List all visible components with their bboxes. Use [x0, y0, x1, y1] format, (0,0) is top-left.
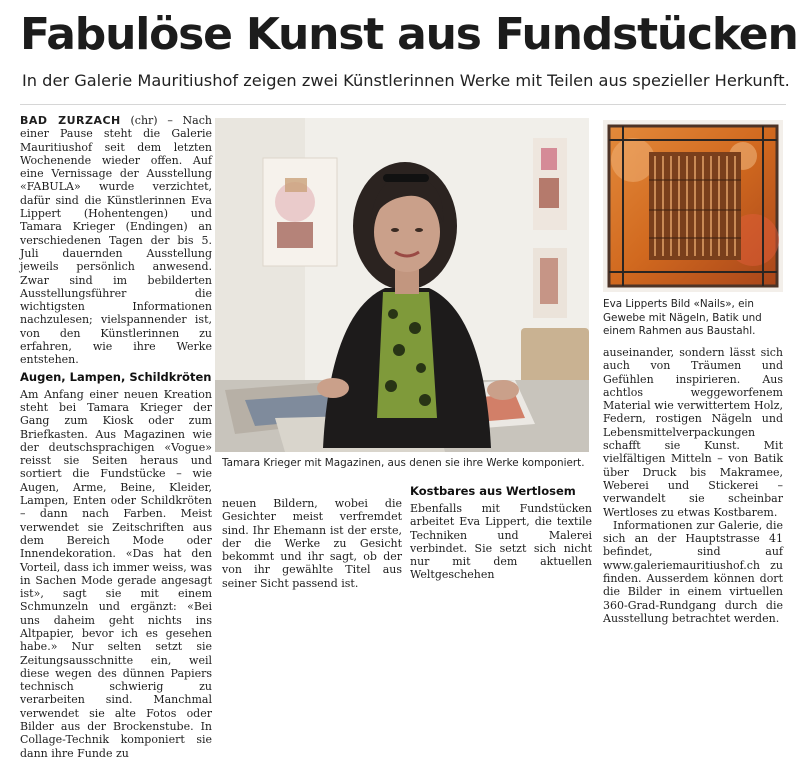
artwork-caption: Eva Lipperts Bild «Nails», ein Gewebe mit Nägeln, Batik und einem Rahmen aus Baustahl. [603, 298, 762, 337]
artwork-illustration [603, 120, 783, 292]
main-photo-illustration [215, 118, 589, 452]
subheadline: In der Galerie Mauritiushof zeigen zwei Künstlerinnen Werke mit Teilen aus spezieller Herkunft. [22, 71, 790, 90]
body-paragraph-1: Am Anfang einer neuen Kreation steht bei Tamara Krieger der Gang zum Kiosk oder zum Briefkasten. Aus Magazinen wie der deutschsprachigen «Vogue» reisst sie Seiten heraus und sortiert die Fundstücke – wie Augen, Arme, Beine, Kleider, Lampen, Enten oder Schildkröten – dann nach Farben. Meist verwendet sie Zeitschriften aus dem Bereich Mode oder Innendekoration. «Das hat den Vorteil, dass ich immer weiss, was in Sachen Mode gerade angesagt ist», sagt sie mit einem Schmunzeln und ergänzt: «Bei uns daheim geht nichts ins Altpapier, bevor ich es gesehen habe.» Nur selten setzt sie Zeitungsausschnitte ein, weil diese wegen des dünnen Papiers technisch schwierig zu verarbeiten sind. Manchmal verwendet sie alte Fotos oder Bilder aus der Brockenstube. In Collage-Technik komponiert sie dann ihre Funde zu [20, 387, 212, 760]
subtitle-augen-lampen: Augen, Lampen, Schildkröten [20, 369, 212, 384]
subtitle-kostbares: Kostbares aus Wertlosem [410, 484, 576, 498]
main-photo-caption: Tamara Krieger mit Magazinen, aus denen sie ihre Werke komponiert. [222, 457, 585, 469]
intro-text: (chr) – Nach einer Pause steht die Galerie Mauritiushof seit dem letzten Wochenende wieder offen. Auf eine Vernissage der Ausstellung «FABULA» wurde verzichtet, dafür sind die Künstlerinnen Eva Lippert (Hohentengen) und Tamara Krieger (Endingen) an verschiedenen Tagen der bis 5. Juli dauernden Ausstellung jeweils persönlich anwesend. Zwar sind im bebilderten Ausstellungsführer die wichtigsten Informationen nachzulesen; vielspannender ist, von den Künstlerinnen zu erfahren, wie ihre Werke entstehen. [20, 114, 212, 367]
article-column-2 [222, 497, 402, 590]
body-paragraph-2: neuen Bildern, wobei die Gesichter meist verfremdet sind. Ihr Ehemann ist der erste, der die Werke zu Gesicht bekommt und ihr sagt, ob der von ihr gewählte Titel aus seiner Sicht passend ist. [222, 497, 402, 590]
header-divider [20, 104, 786, 105]
article-column-4 [603, 346, 783, 625]
body-paragraph-3: Ebenfalls mit Fundstücken arbeitet Eva Lippert, die textile Techniken und Malerei verbindet. Sie setzt sich nicht nur mit dem aktuellen Weltgeschehen [410, 502, 592, 582]
headline: Fabulöse Kunst aus Fundstücken [20, 9, 798, 60]
article-column-1 [20, 114, 212, 760]
article-column-3 [410, 484, 592, 582]
intro-paragraph [20, 114, 212, 367]
body-paragraph-4: auseinander, sondern lässt sich auch von Träumen und Gefühlen inspirieren. Aus achtlos weggeworfenem Material wie verwittertem Holz, Federn, rostigen Nägeln und Lebensmittelverpackungen schafft sie Kunst. Mit vielfältigen Mitteln – von Batik über Druck bis Makramee, Weberei und Stickerei – verwandelt sie scheinbar Wertloses zu etwas Kostbarem. [603, 346, 783, 519]
wall-artwork-right [533, 138, 567, 318]
wall-artwork-left [263, 158, 337, 266]
dateline: BAD ZURZACH [20, 114, 121, 127]
artwork-photo-nails [603, 120, 783, 292]
main-photo [215, 118, 589, 452]
body-paragraph-5: Informationen zur Galerie, die sich an der Hauptstrasse 41 befindet, sind auf www.galeriemauritiushof.ch zu finden. Ausserdem können dort die Bilder in einem virtuellen 360-Grad-Rundgang durch die Ausstellung betrachtet werden. [603, 518, 783, 625]
